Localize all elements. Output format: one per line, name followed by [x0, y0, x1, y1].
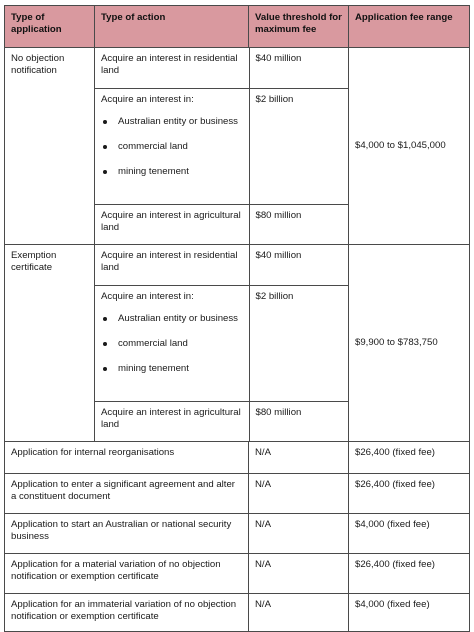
- action-cell: [95, 285, 249, 401]
- bullet-icon: [103, 120, 107, 124]
- bullet-item: Australian entity or business: [101, 116, 243, 128]
- group-exemption-certificate: [5, 245, 470, 442]
- bullet-icon: [103, 317, 107, 321]
- header-fee-range: Application fee range: [349, 6, 470, 48]
- threshold-cell: $2 billion: [249, 285, 348, 401]
- action-cell: [95, 88, 249, 204]
- action-cell: Acquire an interest in agricultural land: [95, 204, 249, 244]
- bullet-list: [101, 313, 243, 376]
- fee-range: $9,900 to $783,750: [349, 245, 470, 442]
- threshold-cell: N/A: [249, 554, 349, 594]
- action-text: Acquire an interest in:: [101, 290, 194, 302]
- fee-table: [4, 5, 470, 632]
- application-description: Application for a material variation of no objection notification or exemption certificate: [5, 554, 249, 594]
- bullet-list: [101, 116, 243, 179]
- bullet-item: commercial land: [101, 141, 243, 153]
- threshold-cell: $80 million: [255, 209, 302, 221]
- fee-cell: $26,400 (fixed fee): [349, 442, 470, 474]
- bullet-icon: [103, 342, 107, 346]
- action-cell: Acquire an interest in agricultural land: [95, 401, 249, 441]
- bullet-icon: [103, 170, 107, 174]
- header-row: [5, 6, 470, 48]
- table-row: [5, 554, 470, 594]
- threshold-cell: N/A: [249, 594, 349, 632]
- fee-cell: $26,400 (fixed fee): [349, 554, 470, 594]
- threshold-cell: $80 million: [255, 406, 302, 418]
- application-description: Application to start an Australian or national security business: [5, 514, 249, 554]
- threshold-cell: $2 billion: [249, 88, 348, 204]
- table-row: [5, 442, 470, 474]
- action-cell: Acquire an interest in residential land: [95, 48, 249, 88]
- bullet-icon: [103, 145, 107, 149]
- fee-range: $4,000 to $1,045,000: [349, 48, 470, 245]
- threshold-cell: N/A: [249, 442, 349, 474]
- application-type: Exemption certificate: [5, 245, 95, 442]
- action-cell: Acquire an interest in residential land: [95, 245, 249, 285]
- action-threshold-block: [95, 48, 349, 245]
- application-description: Application for an immaterial variation of no objection notification or exemption certificate: [5, 594, 249, 632]
- table-row: [5, 594, 470, 632]
- bullet-item: commercial land: [101, 338, 243, 350]
- table-row: [5, 514, 470, 554]
- action-text: Acquire an interest in:: [101, 93, 194, 105]
- fee-cell: $4,000 (fixed fee): [349, 514, 470, 554]
- group-no-objection-notification: [5, 48, 470, 245]
- action-threshold-block: [95, 245, 349, 442]
- bullet-icon: [103, 367, 107, 371]
- threshold-cell: $40 million: [249, 245, 348, 285]
- header-value-threshold: Value threshold for maximum fee: [249, 6, 349, 48]
- table-row: [5, 474, 470, 514]
- bullet-item: mining tenement: [101, 363, 243, 375]
- fee-cell: $4,000 (fixed fee): [349, 594, 470, 632]
- threshold-cell: $40 million: [249, 48, 348, 88]
- bullet-item: Australian entity or business: [101, 313, 243, 325]
- bullet-item: mining tenement: [101, 166, 243, 178]
- application-type: No objection notification: [5, 48, 95, 245]
- threshold-cell: N/A: [249, 514, 349, 554]
- application-description: Application for internal reorganisations: [5, 442, 249, 474]
- fee-cell: $26,400 (fixed fee): [349, 474, 470, 514]
- application-description: Application to enter a significant agreement and alter a constituent document: [5, 474, 249, 514]
- threshold-cell: N/A: [249, 474, 349, 514]
- header-type-of-action: Type of action: [95, 6, 249, 48]
- header-type-of-application: Type of application: [5, 6, 95, 48]
